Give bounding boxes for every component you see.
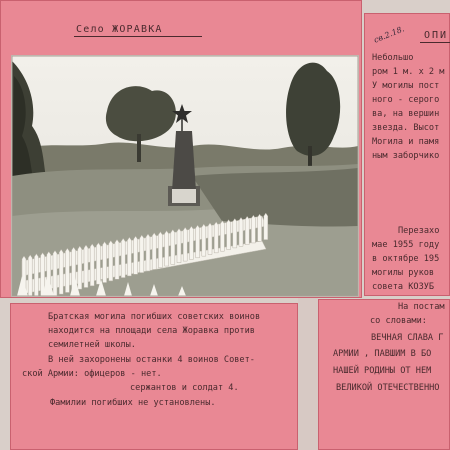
fence-picket <box>28 255 32 296</box>
description-line: ром 1 м. х 2 м <box>372 67 445 77</box>
fence-picket <box>189 226 193 259</box>
fence-picket <box>152 233 156 269</box>
fence-picket <box>115 240 119 280</box>
description-line: Могила и памя <box>372 137 440 147</box>
inscription-line: ВЕЛИКОЙ ОТЕЧЕСТВЕННО <box>336 383 440 393</box>
reburial-line: в октябре 195 <box>372 254 440 264</box>
reburial-line: могилы руков <box>372 268 435 278</box>
fence-picket <box>220 221 224 251</box>
location-line: Братская могила погибших советских воинов <box>48 312 261 322</box>
fence-picket <box>264 213 268 240</box>
names-line: Фамилии погибших не установлены. <box>50 398 216 408</box>
fence-picket <box>227 220 231 250</box>
fence-picket <box>214 222 218 253</box>
fence-picket <box>90 244 94 286</box>
title-underline <box>74 36 202 37</box>
fence-picket <box>202 224 206 256</box>
description-line: ным заборчико <box>372 151 440 161</box>
handwritten-note: св.2.18. <box>372 24 406 45</box>
fence-picket <box>84 245 88 288</box>
fence-picket <box>177 229 181 263</box>
burial-line: В ней захоронены останки 4 воинов Совет- <box>48 355 255 365</box>
fence-picket <box>34 254 38 296</box>
village-title: Село ЖОРАВКА <box>76 24 163 35</box>
fence-picket <box>165 231 169 266</box>
description-line: Небольшо <box>372 53 414 63</box>
fence-picket <box>245 216 249 244</box>
location-line: находится на площади села Жоравка против <box>48 326 255 336</box>
reburial-line: мае 1955 году <box>372 240 440 250</box>
reburial-line: Перезахо <box>398 226 440 236</box>
inscription-line: АРМИИ , ПАВШИМ В БО <box>333 349 432 359</box>
fence-picket <box>183 227 187 261</box>
description-title-underline <box>420 42 450 43</box>
fence-picket <box>239 218 243 247</box>
inscription-line: ВЕЧНАЯ СЛАВА Г <box>371 333 444 343</box>
description-line: звезда. Высот <box>372 123 440 133</box>
fence-picket <box>196 225 200 258</box>
fence-picket <box>53 251 57 296</box>
fence-picket <box>233 219 237 248</box>
description-line: ного - серого <box>372 95 440 105</box>
fence-picket <box>109 241 113 281</box>
inscription-line: НАШЕЙ РОДИНЫ ОТ НЕМ <box>333 366 432 376</box>
description-line: У могилы пост <box>372 81 440 91</box>
fence-picket <box>59 249 63 294</box>
description-title: ОПИ <box>424 30 449 41</box>
burial-line: ской Армии: офицеров - нет. <box>22 369 162 379</box>
fence-picket <box>65 248 69 292</box>
fence-picket <box>121 238 125 277</box>
card-gap <box>298 298 318 450</box>
inscription-line: со словами: <box>370 316 427 326</box>
memorial-photo <box>11 55 359 297</box>
description-line: ва, на вершин <box>372 109 440 119</box>
fence-picket <box>258 214 262 241</box>
fence-picket <box>251 215 255 243</box>
fence-picket <box>146 234 150 271</box>
fence-picket <box>208 223 212 255</box>
fence-picket <box>96 243 100 284</box>
fence-picket <box>78 246 82 289</box>
inscription-line: На постам <box>398 302 445 312</box>
fence-picket <box>103 242 107 283</box>
fence-picket <box>171 230 175 265</box>
fence-picket <box>140 235 144 273</box>
fence-picket <box>158 232 162 268</box>
burial-line: сержантов и солдат 4. <box>130 383 239 393</box>
location-line: семилетней школы. <box>48 340 136 350</box>
fence-picket <box>127 237 131 276</box>
fence-picket <box>134 236 138 274</box>
reburial-line: совета КОЗУБ <box>372 282 435 292</box>
